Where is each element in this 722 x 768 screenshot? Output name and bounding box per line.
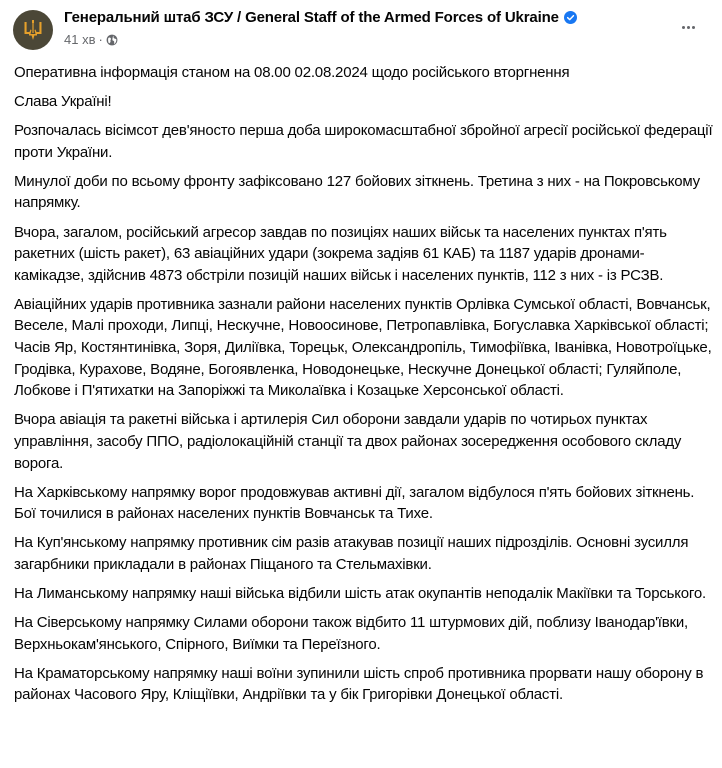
post-timestamp-link[interactable]: 41 хв	[64, 32, 96, 47]
post-meta	[64, 32, 118, 47]
globe-icon[interactable]	[106, 34, 118, 46]
avatar[interactable]	[13, 10, 53, 50]
author-line	[64, 9, 577, 26]
post-paragraph: Розпочалась вісімсот дев'яносто перша доба широкомасштабної збройної агресії російської федерації проти України.	[14, 122, 713, 161]
more-dot	[687, 26, 690, 29]
post-paragraph: Авіаційних ударів противника зазнали райони населених пунктів Орлівка Сумської області, Вовчанськ, Веселе, Малі проходи, Липці, Нескучне, Новоосинове, Петропавлівка, Богуславка Харківської області; Часів Яр, Костянтинівка, Зоря, Диліївка, Торецьк, Олександропіль, Тимофіївка, Іванівка, Новотроїцьке, Гродівка, Курахове, Водяне, Богоявленка, Новодонецьке, Нескучне Донецької області; Гуляйполе, Лобкове і П'ятихатки на Запоріжжі та Миколаївка і Козацьке Херсонської області.	[14, 295, 712, 400]
post-paragraph: На Сіверському напрямку Силами оборони також відбито 11 штурмових дій, поблизу Іванодар'ївки, Верхньокам'янського, Спірного, Виїмки та Переїзного.	[14, 614, 689, 653]
author-name-link[interactable]: Генеральний штаб ЗСУ / General Staff of the Armed Forces of Ukraine	[64, 9, 559, 26]
trident-icon	[23, 19, 43, 41]
post-title-line: Оперативна інформація станом на 08.00 02.08.2024 щодо російського вторгнення	[14, 64, 570, 81]
post-paragraph: На Краматорському напрямку наші воїни зупинили шість спроб противника прорвати нашу оборону в районах Часового Яру, Кліщіївки, Андріївки та у бік Григорівки Донецької області.	[14, 664, 704, 704]
post-paragraph: Вчора, загалом, російський агресор завдав по позиціях наших військ та населених пунктах п'ять ракетних (шість ракет), 63 авіаційних удари (зокрема задіяв 61 КАБ) та 1187 ударів дронами-камікадзе, здійснив 4873 обстріли позицій наших військ і населених пунктів, 112 з них - із РСЗВ.	[14, 223, 667, 284]
post-paragraph: На Куп'янському напрямку противник сім разів атакував позиції наших підрозділів. Основні зусилля загарбники прикладали в районах Піщаного та Стельмахівки.	[14, 534, 689, 573]
verified-badge-icon	[564, 11, 577, 24]
more-options-button[interactable]	[672, 17, 704, 37]
meta-separator: ·	[98, 32, 103, 47]
post-header	[0, 0, 722, 60]
post-paragraph: На Харківському напрямку ворог продовжував активні дії, загалом відбулося п'ять бойових зіткнень. Бої точилися в районах населених пунктів Вовчанськ та Тихе.	[14, 483, 695, 523]
post-paragraph: Вчора авіація та ракетні війська і артилерія Сил оборони завдали ударів по чотирьох пунктах управління, засобу ППО, радіолокаційній станції та двох районах зосередження особового складу ворога.	[14, 411, 682, 472]
more-dot	[682, 26, 685, 29]
post-paragraph: На Лиманському напрямку наші війська відбили шість атак окупантів неподалік Макіївки та Торського.	[14, 584, 706, 602]
post-body	[14, 62, 714, 713]
more-dot	[692, 26, 695, 29]
post-paragraph: Минулої доби по всьому фронту зафіксовано 127 бойових зіткнень. Третина з них - на Покровському напрямку.	[14, 172, 700, 212]
post-paragraph: Слава Україні!	[14, 93, 112, 111]
